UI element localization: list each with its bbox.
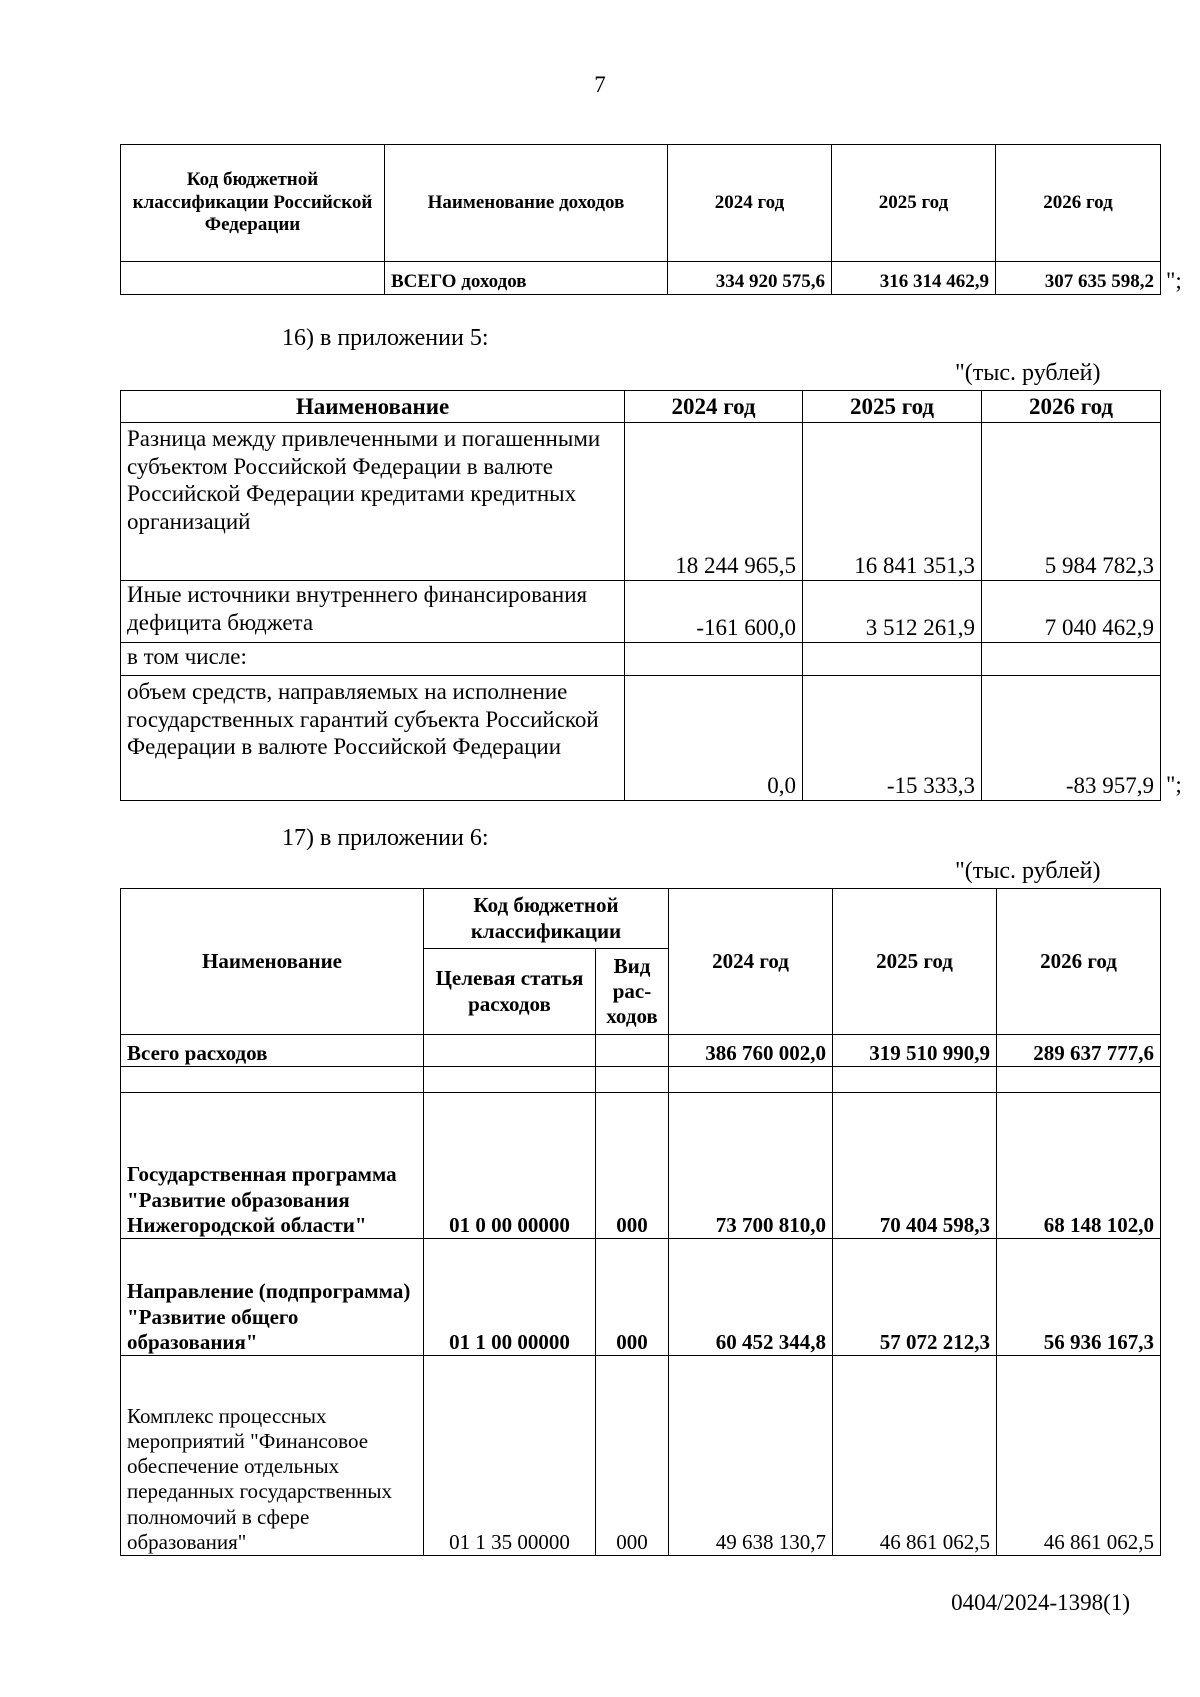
sources-table xyxy=(120,390,1161,801)
row-2025: -15 333,3 xyxy=(803,676,982,801)
header-2025: 2025 год xyxy=(803,391,982,423)
header-name: Наименование xyxy=(121,889,424,1035)
row-2024: 0,0 xyxy=(625,676,803,801)
document-code: 0404/2024-1398(1) xyxy=(951,1590,1130,1615)
header-2026: 2026 год xyxy=(996,145,1161,262)
table-row xyxy=(121,643,1161,676)
row-target: 01 0 00 00000 xyxy=(424,1093,596,1239)
row-name: Государственная программа "Развитие образования Нижегородской области" xyxy=(121,1093,424,1239)
row-2024 xyxy=(669,1067,833,1093)
section-16-title: 16) в приложении 5: xyxy=(282,325,489,351)
header-name: Наименование xyxy=(121,391,625,423)
row-kind: 000 xyxy=(596,1356,669,1556)
row-2026: 289 637 777,6 xyxy=(997,1035,1161,1067)
header-2024: 2024 год xyxy=(625,391,803,423)
row-2025: 57 072 212,3 xyxy=(833,1239,997,1356)
row-2026: 46 861 062,5 xyxy=(997,1356,1161,1556)
row-2025: 319 510 990,9 xyxy=(833,1035,997,1067)
row-name: Комплекс процессных мероприятий "Финансовое обеспечение отдельных переданных государственных полномочий в сфере образования" xyxy=(121,1356,424,1556)
total-income-2024: 334 920 575,6 xyxy=(668,262,832,295)
row-target: 01 1 35 00000 xyxy=(424,1356,596,1556)
closing-quote: "; xyxy=(1166,772,1182,797)
header-2024: 2024 год xyxy=(668,145,832,262)
row-2024: 49 638 130,7 xyxy=(669,1356,833,1556)
row-kind xyxy=(596,1035,669,1067)
row-kind xyxy=(596,1067,669,1093)
row-2025: 3 512 261,9 xyxy=(803,581,982,643)
table-row xyxy=(121,581,1161,643)
header-2026: 2026 год xyxy=(982,391,1161,423)
income-table xyxy=(120,144,1161,295)
row-2025 xyxy=(833,1067,997,1093)
header-budget-code-group: Код бюджетной классификации xyxy=(424,889,669,949)
row-name: Всего расходов xyxy=(121,1035,424,1067)
row-name xyxy=(121,1067,424,1093)
table-row xyxy=(121,423,1161,581)
row-2026: 56 936 167,3 xyxy=(997,1239,1161,1356)
page-number: 7 xyxy=(594,72,606,97)
row-kind: 000 xyxy=(596,1239,669,1356)
row-2024: 60 452 344,8 xyxy=(669,1239,833,1356)
expenses-table xyxy=(120,888,1161,1556)
row-target xyxy=(424,1035,596,1067)
header-expense-kind: Вид рас-ходов xyxy=(596,949,669,1035)
row-2026 xyxy=(982,643,1161,676)
code-cell xyxy=(121,262,385,295)
table-row xyxy=(121,676,1161,801)
section-17-unit: "(тыс. рублей) xyxy=(955,858,1101,884)
header-income-name: Наименование доходов xyxy=(385,145,668,262)
header-target-article: Целевая статья расходов xyxy=(424,949,596,1035)
table-row xyxy=(121,1356,1161,1556)
row-2024: 18 244 965,5 xyxy=(625,423,803,581)
row-name: Разница между привлеченными и погашенными субъектом Российской Федерации в валюте Российской Федерации кредитами кредитных организаций xyxy=(121,423,625,581)
header-2025: 2025 год xyxy=(832,145,996,262)
row-kind: 000 xyxy=(596,1093,669,1239)
header-2026: 2026 год xyxy=(997,889,1161,1035)
row-name: в том числе: xyxy=(121,643,625,676)
row-2026 xyxy=(997,1067,1161,1093)
table-row xyxy=(121,262,1161,295)
row-2024: -161 600,0 xyxy=(625,581,803,643)
row-2024: 386 760 002,0 xyxy=(669,1035,833,1067)
header-2024: 2024 год xyxy=(669,889,833,1035)
row-2026: -83 957,9 xyxy=(982,676,1161,801)
row-2025: 70 404 598,3 xyxy=(833,1093,997,1239)
table-row xyxy=(121,1093,1161,1239)
row-2025: 46 861 062,5 xyxy=(833,1356,997,1556)
row-2024 xyxy=(625,643,803,676)
section-17-title: 17) в приложении 6: xyxy=(282,825,489,851)
table-row xyxy=(121,1239,1161,1356)
row-2025 xyxy=(803,643,982,676)
row-2026: 7 040 462,9 xyxy=(982,581,1161,643)
row-2024: 73 700 810,0 xyxy=(669,1093,833,1239)
row-2026: 68 148 102,0 xyxy=(997,1093,1161,1239)
header-code: Код бюджетной классификации Российской Федерации xyxy=(121,145,385,262)
row-name: Направление (подпрограмма) "Развитие общего образования" xyxy=(121,1239,424,1356)
row-target: 01 1 00 00000 xyxy=(424,1239,596,1356)
row-name: объем средств, направляемых на исполнение государственных гарантий субъекта Российской Федерации в валюте Российской Федерации xyxy=(121,676,625,801)
total-income-label: ВСЕГО доходов xyxy=(385,262,668,295)
closing-quote: "; xyxy=(1166,268,1182,293)
header-2025: 2025 год xyxy=(833,889,997,1035)
table-row xyxy=(121,1067,1161,1093)
row-2025: 16 841 351,3 xyxy=(803,423,982,581)
row-name: Иные источники внутреннего финансирования дефицита бюджета xyxy=(121,581,625,643)
row-2026: 5 984 782,3 xyxy=(982,423,1161,581)
total-income-2025: 316 314 462,9 xyxy=(832,262,996,295)
section-16-unit: "(тыс. рублей) xyxy=(955,360,1101,386)
table-row xyxy=(121,1035,1161,1067)
row-target xyxy=(424,1067,596,1093)
total-income-2026: 307 635 598,2 xyxy=(996,262,1161,295)
